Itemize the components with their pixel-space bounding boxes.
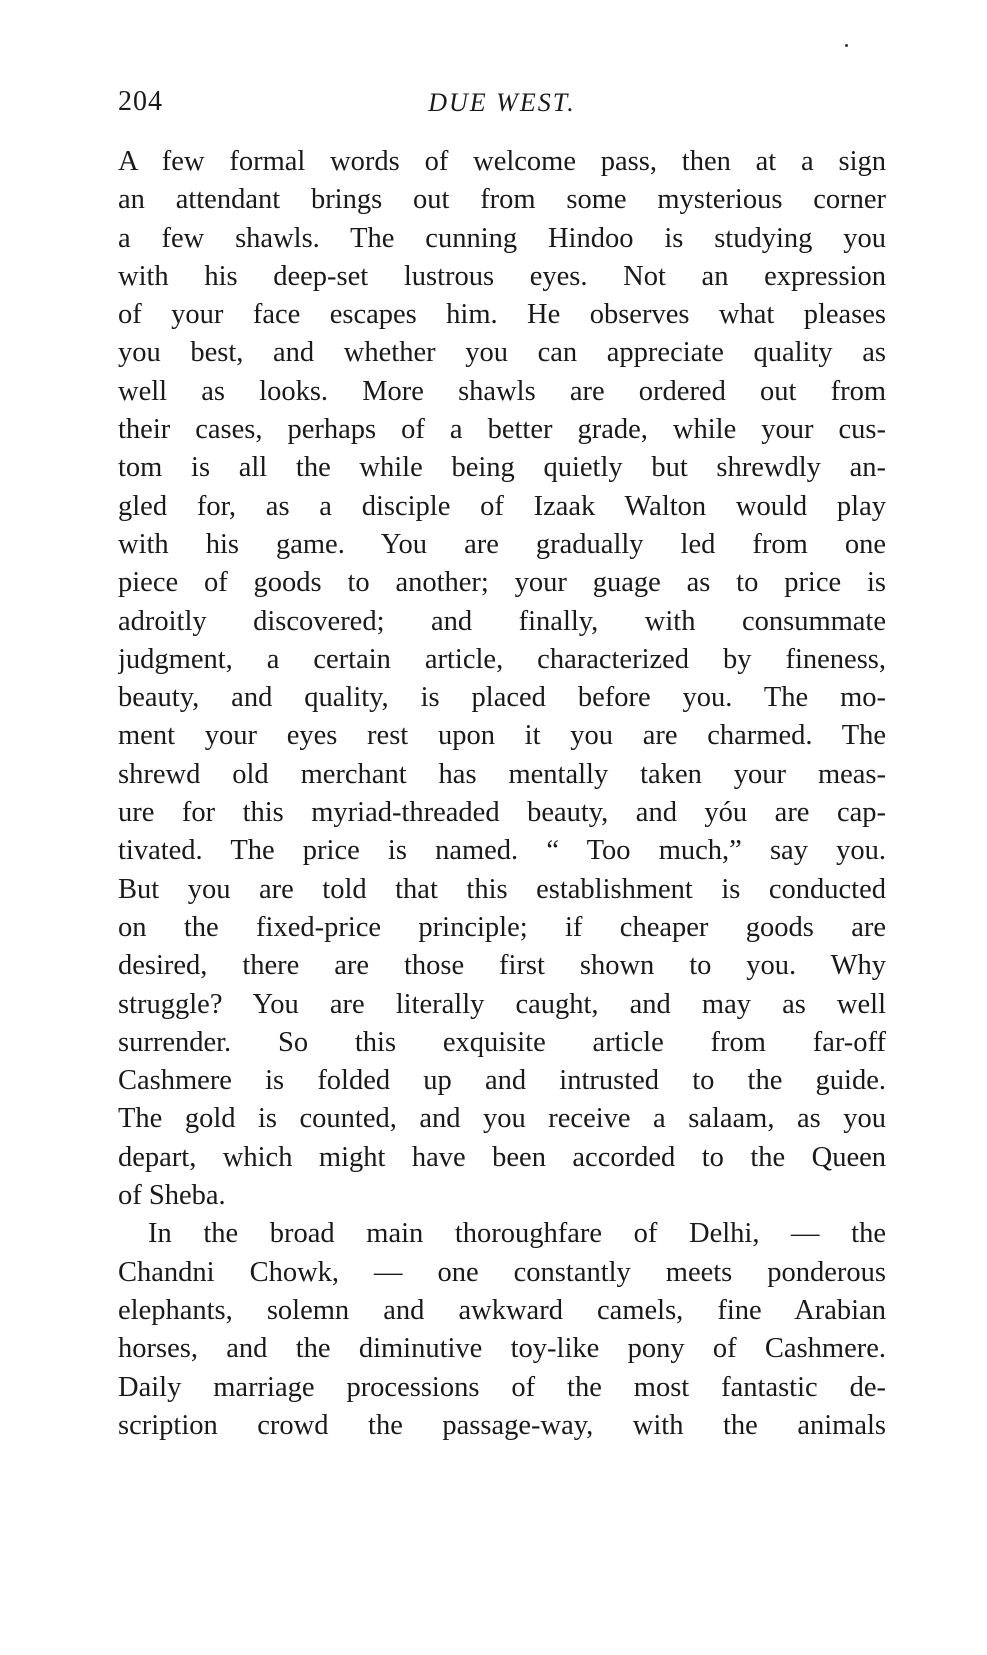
running-title: DUE WEST. bbox=[428, 88, 576, 117]
page-number: 204 bbox=[118, 86, 163, 117]
text-line: Chandni Chowk, — one constantly meets ponderous bbox=[118, 1256, 886, 1288]
text-line: A few formal words of welcome pass, then at a sign bbox=[118, 146, 886, 177]
text-line: depart, which might have been accorded to the Queen bbox=[118, 1141, 886, 1173]
text-line: with his game. You are gradually led from one bbox=[118, 528, 886, 560]
text-line: surrender. So this exquisite article from far-off bbox=[118, 1026, 886, 1058]
text-line: struggle? You are literally caught, and may as well bbox=[118, 988, 886, 1020]
text-line: on the fixed-price principle; if cheaper goods are bbox=[118, 911, 886, 943]
text-line: Cashmere is folded up and intrusted to the guide. bbox=[118, 1065, 886, 1097]
text-line: of your face escapes him. He observes what pleases bbox=[118, 299, 886, 331]
text-line: shrewd old merchant has mentally taken your meas- bbox=[118, 758, 886, 790]
text-line: desired, there are those first shown to you. Why bbox=[118, 950, 886, 982]
text-line: a few shawls. The cunning Hindoo is studying you bbox=[118, 222, 886, 254]
text-line: an attendant brings out from some mysterious corner bbox=[118, 184, 886, 216]
paragraph-end-line: of Sheba. bbox=[118, 1180, 226, 1212]
text-line: Daily marriage processions of the most fantastic de- bbox=[118, 1371, 886, 1403]
text-line: their cases, perhaps of a better grade, while your cus- bbox=[118, 414, 886, 446]
text-line: horses, and the diminutive toy-like pony of Cashmere. bbox=[118, 1333, 886, 1365]
print-speck bbox=[845, 44, 848, 47]
text-line: ment your eyes rest upon it you are charmed. The bbox=[118, 720, 886, 752]
text-line: beauty, and quality, is placed before you. The mo- bbox=[118, 682, 886, 714]
text-line: tivated. The price is named. “ Too much,” say you. bbox=[118, 835, 886, 867]
text-line: ure for this myriad-threaded beauty, and yóu are cap- bbox=[118, 797, 886, 829]
text-line: you best, and whether you can appreciate quality as bbox=[118, 337, 886, 369]
text-line: gled for, as a disciple of Izaak Walton would play bbox=[118, 490, 886, 522]
paragraph-start-line: In the broad main thoroughfare of Delhi, — the bbox=[148, 1218, 886, 1250]
text-line: well as looks. More shawls are ordered out from bbox=[118, 375, 886, 407]
text-line: piece of goods to another; your guage as to price is bbox=[118, 567, 886, 599]
page-header bbox=[118, 86, 886, 126]
text-line: adroitly discovered; and finally, with consummate bbox=[118, 605, 886, 637]
text-line: with his deep-set lustrous eyes. Not an expression bbox=[118, 260, 886, 292]
text-line: The gold is counted, and you receive a salaam, as you bbox=[118, 1103, 886, 1135]
text-line: But you are told that this establishment is conducted bbox=[118, 873, 886, 905]
text-line: scription crowd the passage-way, with the animals bbox=[118, 1409, 886, 1441]
text-line: elephants, solemn and awkward camels, fine Arabian bbox=[118, 1294, 886, 1326]
text-line: judgment, a certain article, characterized by fineness, bbox=[118, 643, 886, 675]
body-text bbox=[118, 143, 886, 1445]
text-line: tom is all the while being quietly but shrewdly an- bbox=[118, 452, 886, 484]
